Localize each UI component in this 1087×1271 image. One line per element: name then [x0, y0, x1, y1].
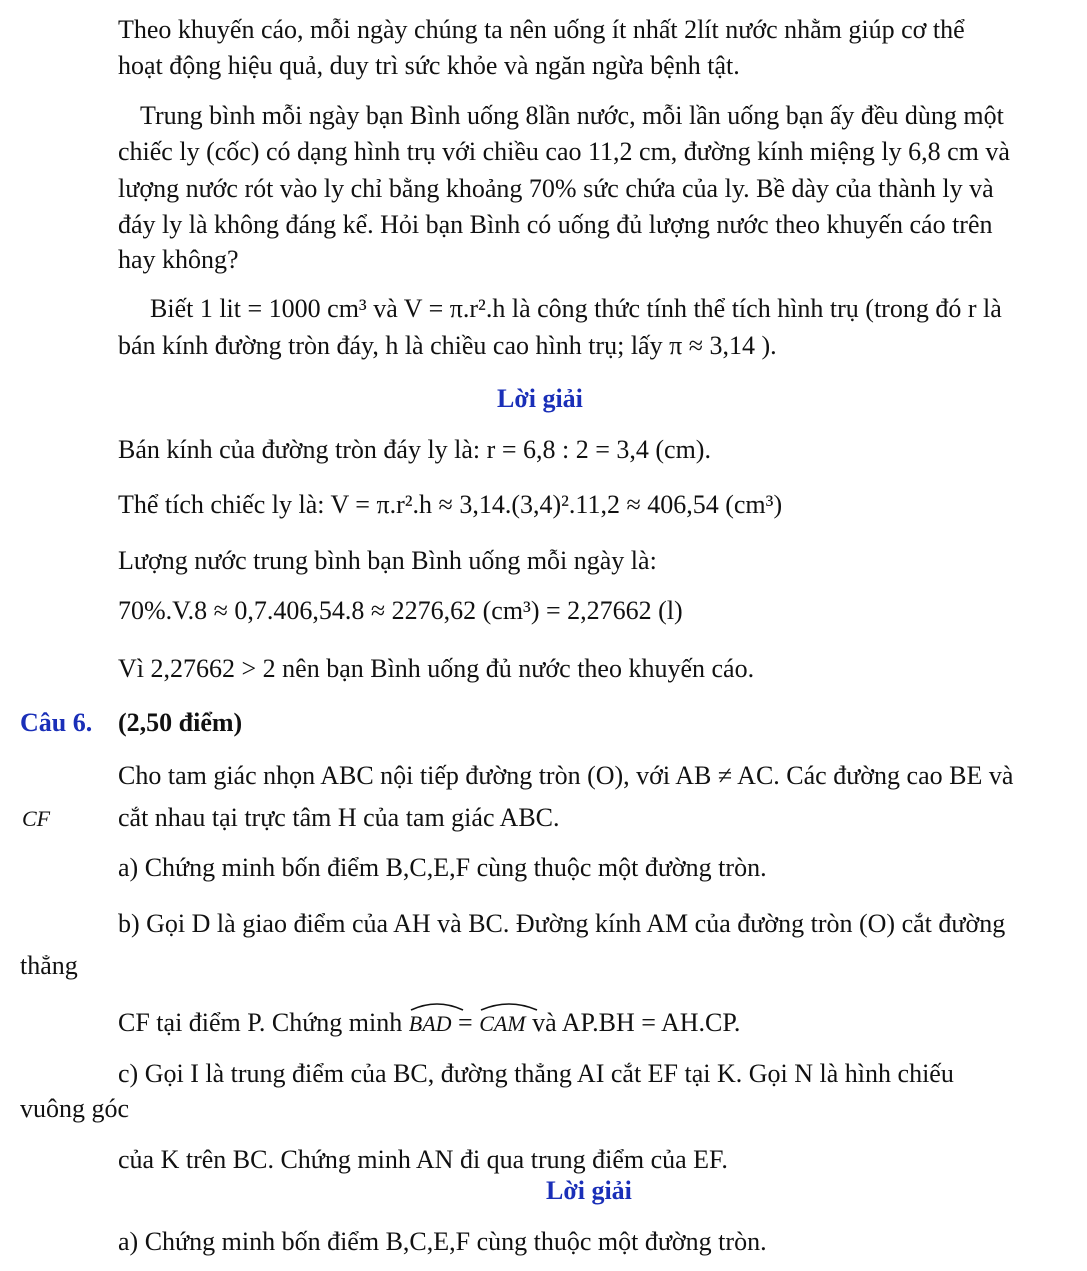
solution-1-title: Lời giải — [497, 384, 583, 413]
paragraph-3-line-2: bán kính đường tròn đáy, h là chiều cao hình trụ; lấy π ≈ 3,14 ). — [118, 331, 777, 360]
equals-sign: = — [458, 1008, 473, 1037]
question-6-part-c-line-1: c) Gọi I là trung điểm của BC, đường thẳng AI cắt EF tại K. Gọi N là hình chiếu — [118, 1059, 954, 1088]
angle-cam-arc-icon — [479, 1001, 539, 1011]
solution-1-volume: Thể tích chiếc ly là: V = π.r².h ≈ 3,14.(3,4)².11,2 ≈ 406,54 (cm³) — [118, 490, 783, 519]
part-b-text-end: và AP.BH = AH.CP. — [532, 1008, 741, 1037]
paragraph-2-line-3: lượng nước rót vào ly chỉ bằng khoảng 70% sức chứa của ly. Bề dày của thành ly và — [118, 174, 994, 203]
question-6-part-a: a) Chứng minh bốn điểm B,C,E,F cùng thuộc một đường tròn. — [118, 853, 767, 882]
question-6-cf: CF — [22, 806, 51, 831]
solution-1-daily-calc: 70%.V.8 ≈ 0,7.406,54.8 ≈ 2276,62 (cm³) = 2,27662 (l) — [118, 596, 683, 625]
angle-cam: CAM — [479, 1007, 525, 1040]
angle-bad-arc-icon — [409, 1001, 465, 1011]
question-6-part-b-line-2: thẳng — [20, 951, 78, 980]
part-b-text-start: CF tại điểm P. Chứng minh — [118, 1008, 403, 1037]
question-6-points: (2,50 điểm) — [118, 708, 243, 737]
question-6-part-b-line-3 — [118, 1007, 740, 1040]
paragraph-3-line-1: Biết 1 lit = 1000 cm³ và V = π.r².h là công thức tính thể tích hình trụ (trong đó r là — [150, 294, 1002, 323]
angle-bad: BAD — [409, 1007, 452, 1040]
question-6-line-2: cắt nhau tại trực tâm H của tam giác ABC. — [118, 803, 560, 832]
question-6-part-c-line-3: của K trên BC. Chứng minh AN đi qua trung điểm của EF. — [118, 1145, 728, 1174]
question-6-label: Câu 6. — [20, 708, 93, 737]
question-6-part-c-line-2: vuông góc — [20, 1094, 130, 1123]
solution-2-title: Lời giải — [546, 1176, 632, 1205]
paragraph-2-line-1: Trung bình mỗi ngày bạn Bình uống 8lần nước, mỗi lần uống bạn ấy đều dùng một — [140, 101, 1004, 130]
solution-2-part-a: a) Chứng minh bốn điểm B,C,E,F cùng thuộc một đường tròn. — [118, 1227, 767, 1256]
solution-1-conclusion: Vì 2,27662 > 2 nên bạn Bình uống đủ nước theo khuyến cáo. — [118, 654, 755, 683]
question-6-line-1: Cho tam giác nhọn ABC nội tiếp đường tròn (O), với AB ≠ AC. Các đường cao BE và — [118, 761, 1014, 790]
paragraph-1-line-2: hoạt động hiệu quả, duy trì sức khỏe và ngăn ngừa bệnh tật. — [118, 51, 740, 80]
solution-1-radius: Bán kính của đường tròn đáy ly là: r = 6,8 : 2 = 3,4 (cm). — [118, 435, 711, 464]
question-6-part-b-line-1: b) Gọi D là giao điểm của AH và BC. Đường kính AM của đường tròn (O) cắt đường — [118, 909, 1006, 938]
paragraph-1-line-1: Theo khuyến cáo, mỗi ngày chúng ta nên uống ít nhất 2lít nước nhằm giúp cơ thể — [118, 15, 965, 44]
paragraph-2-line-2: chiếc ly (cốc) có dạng hình trụ với chiều cao 11,2 cm, đường kính miệng ly 6,8 cm và — [118, 137, 1010, 166]
paragraph-2-line-5: hay không? — [118, 245, 239, 274]
paragraph-2-line-4: đáy ly là không đáng kể. Hỏi bạn Bình có uống đủ lượng nước theo khuyến cáo trên — [118, 210, 993, 239]
solution-1-daily-intro: Lượng nước trung bình bạn Bình uống mỗi ngày là: — [118, 546, 657, 575]
